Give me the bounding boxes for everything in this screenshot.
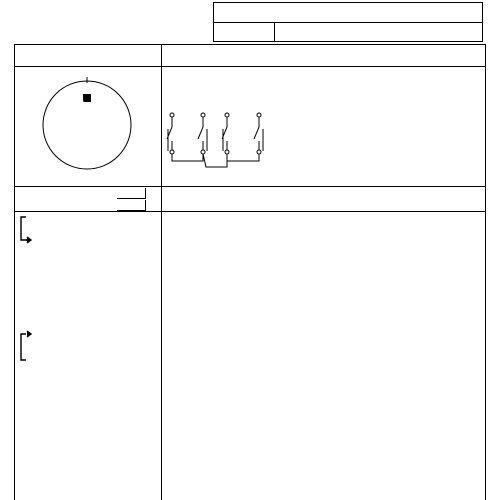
dial-pointer-marker	[83, 94, 91, 102]
contact-schematic	[162, 95, 282, 170]
position-brackets	[14, 212, 36, 372]
dial-ring	[43, 77, 131, 169]
total-switching-angle-value	[117, 200, 146, 211]
switching-angle-value	[117, 188, 146, 199]
face-plate-dial	[15, 67, 162, 185]
